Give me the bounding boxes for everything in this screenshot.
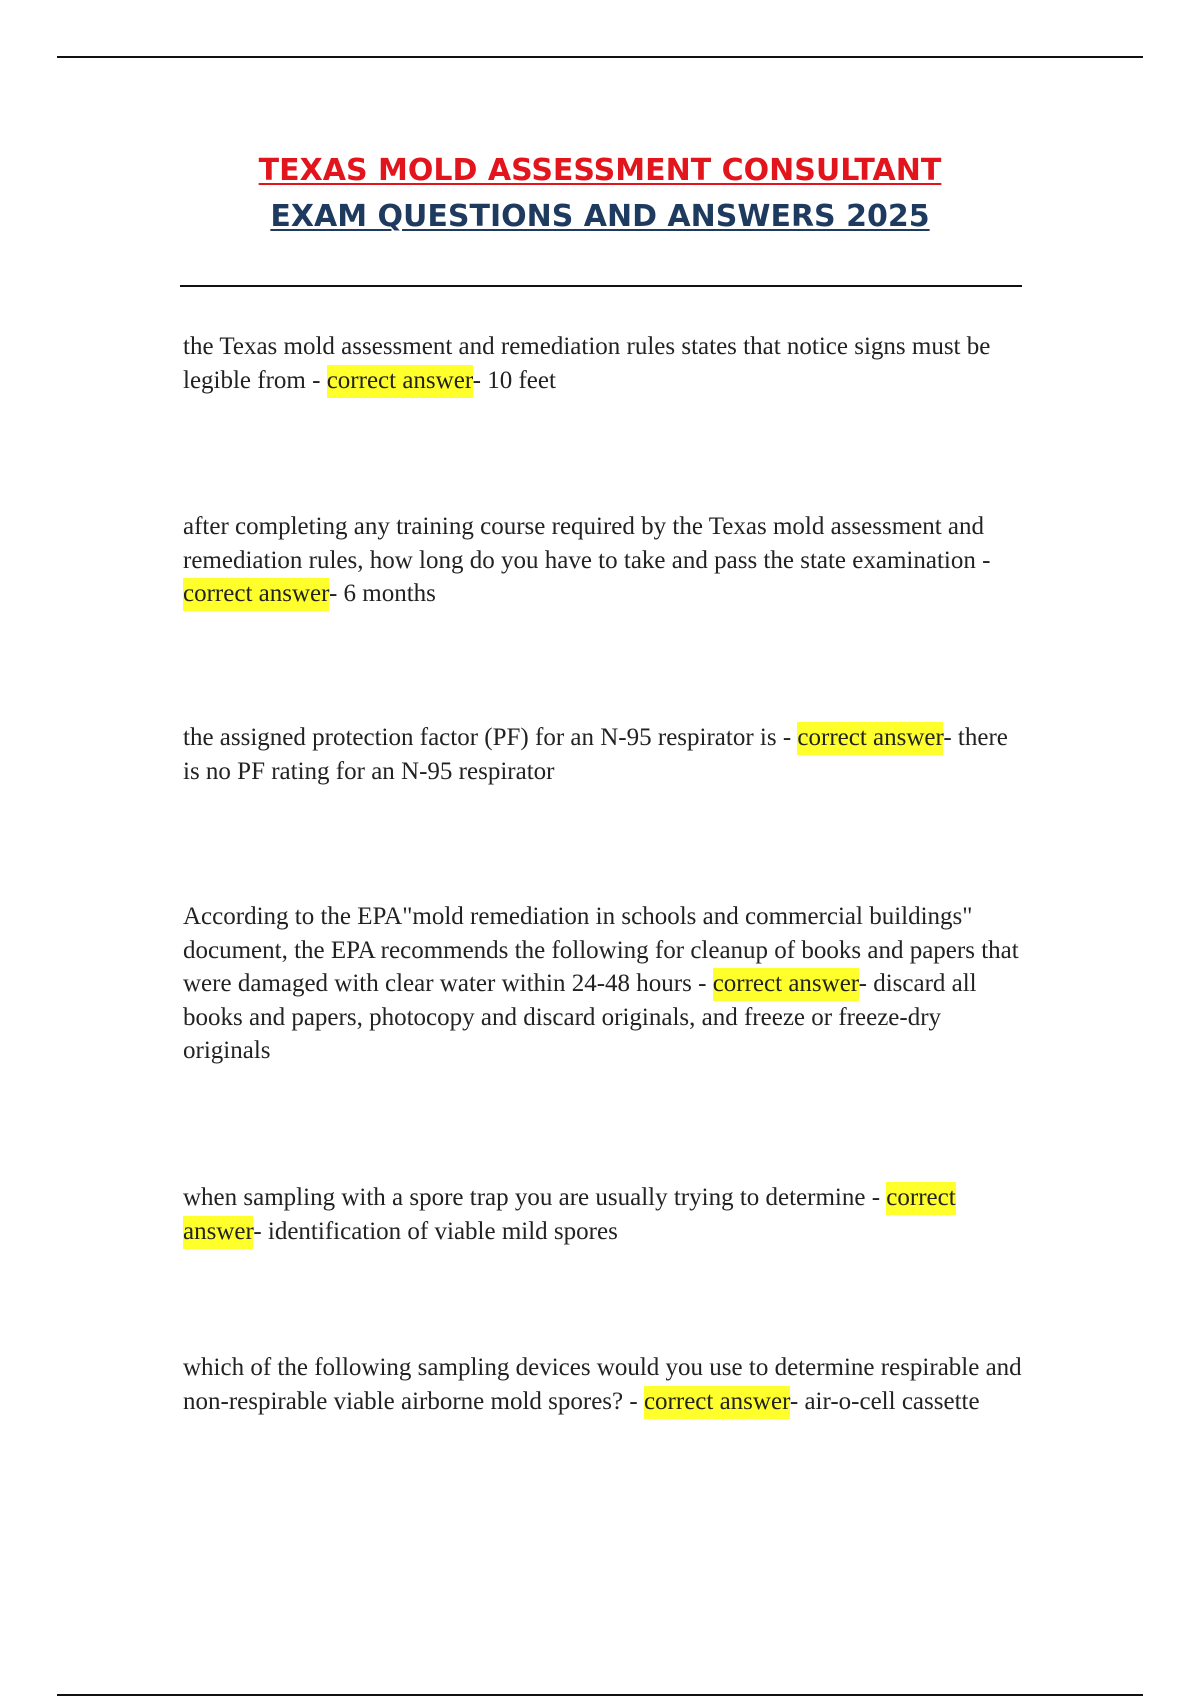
qa-item-1	[183, 330, 1023, 397]
qa-item-5	[183, 1181, 1023, 1248]
qa-item-4	[183, 900, 1023, 1068]
correct-answer-label: correct answer	[183, 578, 329, 611]
question-text: According to the EPA"mold remediation in schools and commercial buildings" document, the EPA recommends the following for cleanup of books and papers that were damaged with clear water within 24-48 hours -	[183, 903, 1019, 997]
title-line-2: EXAM QUESTIONS AND ANSWERS 2025	[270, 199, 930, 234]
correct-answer-label: correct answer	[713, 968, 859, 1001]
answer-text: - 6 months	[328, 580, 436, 607]
question-text: when sampling with a spore trap you are usually trying to determine -	[183, 1184, 887, 1211]
answer-text: - identification of viable mild spores	[253, 1217, 618, 1245]
correct-answer-label: correct answer	[327, 365, 473, 398]
bottom-rule	[57, 1694, 1143, 1696]
top-rule	[57, 56, 1143, 58]
question-text: after completing any training course required by the Texas mold assessment and remediation rules, how long do you have to take and pass the state examination -	[183, 513, 991, 574]
question-text: the Texas mold assessment and remediation rules states that notice signs must be legible from -	[183, 333, 991, 394]
correct-answer-label: correct answer	[644, 1386, 790, 1419]
answer-text: - 10 feet	[472, 366, 556, 394]
answer-text: - air-o-cell cassette	[789, 1387, 980, 1415]
question-text: the assigned protection factor (PF) for an N-95 respirator is -	[183, 724, 798, 751]
qa-item-6	[183, 1351, 1023, 1418]
qa-item-2	[183, 510, 1023, 611]
answer-text: - discard all books and papers, photocopy and discard originals, and freeze or freeze-dry originals	[183, 970, 977, 1064]
answer-text: - there is no PF rating for an N-95 respirator	[183, 724, 1008, 785]
document-title	[0, 148, 1200, 240]
correct-answer-label: correct answer	[183, 1182, 956, 1249]
title-divider	[180, 285, 1022, 287]
title-line-1: TEXAS MOLD ASSESSMENT CONSULTANT	[258, 153, 942, 188]
qa-item-3	[183, 721, 1023, 788]
correct-answer-label: correct answer	[797, 722, 943, 755]
question-text: which of the following sampling devices would you use to determine respirable and non-respirable viable airborne mold spores? -	[183, 1354, 1022, 1415]
